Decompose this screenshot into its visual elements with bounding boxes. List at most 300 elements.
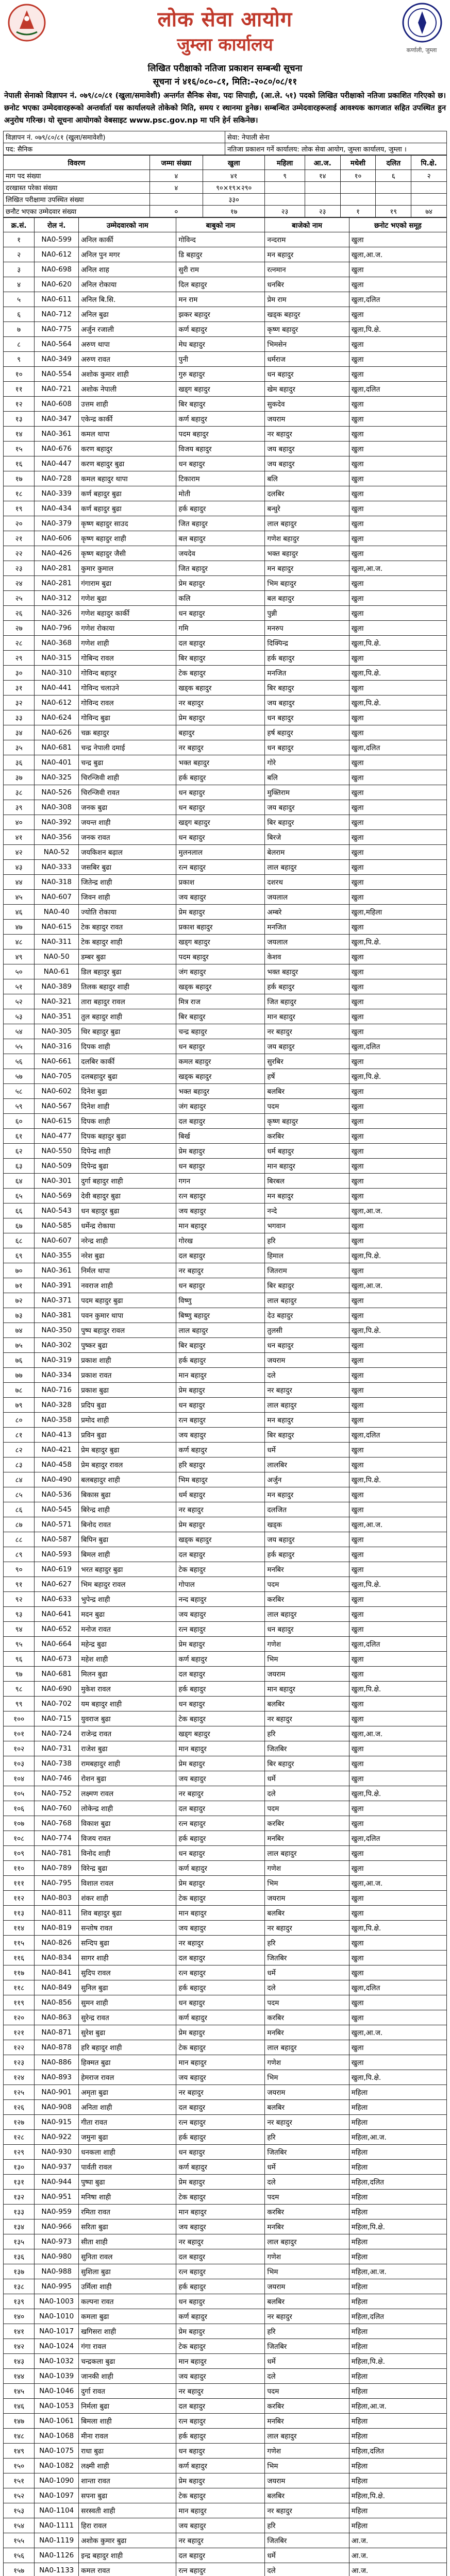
table-row-cell: करण बहादुर [79,442,176,456]
table-row-cell: धन बहादुर [176,830,265,845]
table-row-cell: १४५ [4,2384,35,2399]
table-row-cell: खुला [349,427,446,442]
table-row-cell: शान्ता रावत [79,2473,176,2488]
table-row-cell: सीता शाही [79,2234,176,2249]
table-row-cell: बिर बहादुर [265,815,349,830]
table-row-cell: मान बहादुर [176,1906,265,1921]
table-row-cell: भिम [265,1876,349,1891]
table-row-cell: NA0-608 [35,397,79,412]
table-row-cell: दले [265,1980,349,1995]
table-row-cell: खुला [349,1846,446,1861]
table-row-cell: NA0-490 [35,1472,79,1487]
table-row-cell: खुला [349,1159,446,1174]
table-row-cell: NA0-930 [35,2145,79,2160]
table-row-cell: ७५ [4,1338,35,1353]
table-row-cell: NA0-334 [35,1368,79,1383]
table-row-cell: NA0-1003 [35,2294,79,2309]
table-row-cell: खुला [349,1458,446,1472]
table-row-cell: लोकेन्द्र शाही [79,1801,176,1816]
table-row-cell: सुदिप रावल [79,1965,176,1980]
table-row-cell: प्रेम बहादुर [176,2175,265,2190]
table-row-cell: विनोद शाही [79,1846,176,1861]
table-row-cell: दलबिर कार्की [79,1054,176,1069]
table-row-cell: धन बहादुर बुढा [79,1204,176,1218]
table-row-cell: NA0-569 [35,1189,79,1204]
table-row-cell: गणेश [265,1861,349,1876]
table-row-cell: खुला [349,979,446,994]
table-row-cell: खगिसरा शाही [79,2324,176,2339]
table-row [4,1995,447,2010]
table-row-cell: ९३ [4,1607,35,1622]
table-row-cell: NA0-571 [35,1517,79,1532]
table-row-cell: धन बहादुर [176,1278,265,1293]
table-row-cell: कमल थापा [79,427,176,442]
table-row-cell: महिला [349,2414,446,2429]
table-row-cell: महिला [349,2160,446,2175]
table-row-cell: खुला [349,1741,446,1756]
table-row-cell: खड्क [265,1517,349,1532]
table-row [4,516,447,531]
table-row-cell: खुला [349,1189,446,1204]
table-row-cell: NA0-318 [35,875,79,890]
table-row-cell: जित बहादुर [265,994,349,1009]
table-row [4,1502,447,1517]
table-row-cell: खड्क बहादुर [176,1532,265,1547]
table-row-cell: १० [4,367,35,382]
table-row-cell: १९ [4,501,35,516]
summary-row-cell: माग पद संख्या [4,170,150,182]
table-row [4,1189,447,1204]
table-row-cell: ७१ [4,1278,35,1293]
table-row-cell: जितबिर [265,1741,349,1756]
table-row-cell: दलबहादुर बुढा [79,1069,176,1084]
table-row-cell: शंकर शाही [79,1891,176,1906]
table-row-cell: NA0-746 [35,1771,79,1786]
table-row [4,845,447,860]
table-row-cell: १ [4,232,35,247]
table-row [4,1622,447,1637]
table-row-cell: भक्त बहादुर [265,546,349,561]
table-row-cell: मुकेश रावल [79,1682,176,1697]
table-row-cell: हरि [265,2518,349,2533]
table-row-cell: थिर बहादुर बुढा [79,1024,176,1039]
table-row-cell: भिम [265,1652,349,1667]
table-row-cell: NA0-312 [35,591,79,606]
table-row-cell: १३४ [4,2219,35,2234]
table-row-cell: कर्ण बहादुर [176,322,265,337]
table-row-cell: NA0-607 [35,1233,79,1248]
table-row-cell: NA0-315 [35,651,79,666]
table-row [4,1174,447,1189]
table-row-cell: ९१ [4,1577,35,1592]
table-row-cell: २० [4,516,35,531]
table-row-cell: १४ [4,427,35,442]
table-row [4,2025,447,2040]
results-body [4,232,447,2576]
table-row-cell: मदन बुढा [79,1607,176,1622]
table-row-cell: देवी बहादुर बुढा [79,1189,176,1204]
table-row-cell: खुला [349,1054,446,1069]
table-row-cell: दल बहादुर [176,2548,265,2563]
table-row-cell: ८४ [4,1472,35,1487]
table-row-cell: बहादुर [176,725,265,740]
table-row-cell: खुला,दलित [349,1637,446,1652]
table-row [4,382,447,397]
table-row-cell: NA0-849 [35,1980,79,1995]
table-row-cell: NA0-901 [35,2085,79,2100]
table-row-cell: खुला [349,1353,446,1368]
table-row-cell: गणेश [265,2444,349,2459]
table-row-cell: अरुण थापा [79,337,176,352]
table-row-cell: महिला [349,2339,446,2354]
table-row [4,830,447,845]
table-row [4,710,447,725]
table-row-cell: ९९ [4,1697,35,1711]
table-row-cell: लाल बहादुर [265,2040,349,2055]
table-row-cell: जय बहादुर [176,1204,265,1218]
table-row-cell: गोरख [176,1233,265,1248]
table-row-cell: ८६ [4,1502,35,1517]
table-row-cell: हर्क बहादुर [176,2130,265,2145]
summary-row-cell [340,182,376,194]
table-row-cell: धर्मे [265,1771,349,1786]
table-row-cell: NA0-328 [35,1398,79,1413]
table-row-cell: पदम बहादुर [176,427,265,442]
table-row-cell: खुला [349,994,446,1009]
table-row-cell: बिर बहादुर [265,1756,349,1771]
table-row-cell: NA0-1017 [35,2324,79,2339]
table-row-cell: १०९ [4,1846,35,1861]
table-row [4,1682,447,1697]
table-row-cell: भरत बहादुर बुढा [79,1562,176,1577]
table-row-cell: चिरन्जिवी शाही [79,770,176,785]
table-row-cell: अनिल पुन मगर [79,247,176,262]
table-row-cell: गोरे [265,755,349,770]
table-row-cell: अनिल शाह [79,262,176,277]
table-row [4,2249,447,2264]
table-row [4,1009,447,1024]
table-row-cell: दले [265,2369,349,2384]
table-row-cell: हरि [265,2130,349,2145]
table-row-cell: बिर बहादुर [265,1278,349,1293]
table-row [4,2070,447,2085]
table-row-cell: ७७ [4,1368,35,1383]
table-row-cell: नर बहादुर [265,1921,349,1936]
table-row-cell: आ.ज. [349,2533,446,2548]
table-row [4,1428,447,1443]
table-row-cell: रत्न बहादुर [176,1189,265,1204]
table-row-cell: गोविन्द रावल [79,696,176,710]
table-row-cell: सपना बुढा [79,2488,176,2503]
table-row [4,2429,447,2444]
table-row-cell: मान बहादुर [176,1218,265,1233]
table-row-cell: मान बहादुर [176,2205,265,2219]
table-row [4,800,447,815]
table-row-cell: NA0-652 [35,1622,79,1637]
table-row-cell: NA0-1039 [35,2369,79,2384]
table-row-cell: NA0-281 [35,576,79,591]
table-row-cell: २३ [4,561,35,576]
table-row-cell: धन बहादुर [176,1846,265,1861]
table-row-cell: १२६ [4,2100,35,2115]
table-row-cell: १०४ [4,1771,35,1786]
results-header-2: उम्मेदवारको नाम [79,218,176,232]
table-row-cell: महिला [349,2100,446,2115]
table-row-cell: NA0-1104 [35,2503,79,2518]
table-row [4,2414,447,2429]
table-row-cell: ७६ [4,1353,35,1368]
table-row-cell: कर्ण बहादुर [176,1652,265,1667]
table-row-cell: खुला [349,1592,446,1607]
table-row-cell: दिल बहादुर [176,277,265,292]
table-row-cell: मीना रावल [79,2429,176,2444]
table-row-cell: १५५ [4,2533,35,2548]
table-row-cell: NA0-715 [35,1711,79,1726]
table-row-cell: खुला [349,1936,446,1951]
psc-seal-icon [402,2,443,43]
table-row-cell: बन्धुरे [265,501,349,516]
table-row-cell: NA0-301 [35,1174,79,1189]
table-row-cell: १४० [4,2309,35,2324]
summary-header-1: जम्मा संख्या [149,156,203,170]
table-row-cell: NA0-302 [35,1338,79,1353]
table-row [4,427,447,442]
table-row-cell: १५२ [4,2488,35,2503]
table-row-cell: प्रेम बहादुर बुढा [79,1443,176,1458]
table-row-cell: खुला [349,770,446,785]
table-row-cell: प्रेम बहादुर [176,1517,265,1532]
letterhead [3,0,447,62]
table-row-cell: खुला,पि.क्षे. [349,2070,446,2085]
table-row-cell: ६७ [4,1218,35,1233]
table-row-cell: बिर बहादुर [176,651,265,666]
table-row-cell: NA0-760 [35,1801,79,1816]
table-row [4,471,447,486]
table-row-cell: NA0-781 [35,1846,79,1861]
table-row [4,456,447,471]
table-row-cell: सागर शाही [79,1951,176,1965]
table-row-cell: गणेश [265,2055,349,2070]
table-row [4,785,447,800]
table-row [4,2205,447,2219]
table-row-cell: ९७ [4,1667,35,1682]
table-row-cell: ३७ [4,770,35,785]
summary-header-7: पि.क्षे. [411,156,447,170]
table-row-cell: मान बहादुर [176,2503,265,2518]
table-row [4,352,447,367]
table-row-cell: मान बहादुर [176,1741,265,1756]
table-row-cell: बलबहादुर शाही [79,1472,176,1487]
table-row-cell: NA0-1119 [35,2533,79,2548]
table-row-cell: दले [265,2175,349,2190]
table-row-cell: खुला [349,1084,446,1099]
table-row-cell: हरि [265,1936,349,1951]
notice-heading [3,62,447,89]
table-row-cell: खुला,पि.क्षे. [349,696,446,710]
table-row-cell: खड्क बहादुर [176,1069,265,1084]
table-row-cell: चन्द्र बहादुर [176,1024,265,1039]
table-row [4,1159,447,1174]
table-row-cell: दले [265,1368,349,1383]
table-row-cell: दले [265,2563,349,2576]
table-row-cell: अर्जुन [265,1472,349,1487]
table-row-cell: पदम [265,1995,349,2010]
table-row-cell: खुला,पि.क्षे. [349,636,446,651]
table-row-cell: NA0-1053 [35,2399,79,2414]
table-row-cell: गंगाराम बुढा [79,576,176,591]
table-row-cell: १०६ [4,1801,35,1816]
table-row [4,935,447,950]
table-row [4,1906,447,1921]
table-row-cell: लाल बहादुर [265,2429,349,2444]
table-row-cell: धर्मे [265,1443,349,1458]
summary-header-row [4,156,447,170]
table-row [4,1099,447,1114]
table-row-cell: ३२ [4,696,35,710]
table-row-cell: आ.ज. [349,2548,446,2563]
table-row-cell: १४६ [4,2399,35,2414]
table-row-cell: ४७ [4,920,35,935]
table-row-cell: १०७ [4,1816,35,1831]
table-row-cell: बलबिर [265,2488,349,2503]
table-row-cell: मनजित [265,920,349,935]
table-row-cell: टेक बहादुर [176,1891,265,1906]
table-row-cell: NA0-731 [35,1741,79,1756]
table-row [4,1921,447,1936]
table-row-cell: दलबिर [265,486,349,501]
table-row-cell: ५९ [4,1099,35,1114]
table-row [4,905,447,920]
table-row-cell: खुला [349,1144,446,1159]
results-header-5: छनोट भएको समूह [349,218,446,232]
table-row [4,2369,447,2384]
table-row-cell: १२७ [4,2115,35,2130]
table-row-cell: १३६ [4,2249,35,2264]
table-row-cell: NA0-664 [35,1637,79,1652]
table-row-cell: १५६ [4,2548,35,2563]
table-row-cell: महिला [349,2384,446,2399]
table-row-cell: NA0-602 [35,1084,79,1099]
table-row-cell: NA0-796 [35,621,79,636]
table-row [4,1652,447,1667]
table-row-cell: खुला,पि.क्षे. [349,1786,446,1801]
table-row-cell: तुलसी [265,1323,349,1338]
table-row-cell: खुला [349,1906,446,1921]
table-row-cell: NA0-447 [35,456,79,471]
table-row-cell: २१ [4,531,35,546]
table-row-cell: १४७ [4,2414,35,2429]
table-row [4,247,447,262]
table-row-cell: नर बहादुर [176,696,265,710]
table-row-cell: बिरबल [265,1174,349,1189]
summary-header-4: आ.ज. [305,156,340,170]
table-row-cell: NA0-391 [35,1278,79,1293]
table-row-cell: मन बहादुर [265,1189,349,1204]
summary-row-cell [376,182,411,194]
table-row [4,2100,447,2115]
table-row-cell: धर्मे [265,1965,349,1980]
table-row-cell: इन्द्र बहादुर शाही [79,2548,176,2563]
table-row-cell: १३९ [4,2294,35,2309]
table-row-cell: NA0-536 [35,1487,79,1502]
table-row-cell: बिपिन बुढा [79,1532,176,1547]
table-row-cell: NA0-1097 [35,2488,79,2503]
table-row-cell: भक्त बहादुर [176,755,265,770]
table-row [4,860,447,875]
table-row-cell: भिम बहादुर [176,1472,265,1487]
table-row-cell: कमल रावत [79,2563,176,2576]
table-row-cell: विकाश बुढा [79,1816,176,1831]
table-row [4,2294,447,2309]
table-row-cell: दल बहादुर [176,1114,265,1129]
table-row-cell: NA0-526 [35,785,79,800]
table-row-cell: जयराम [265,412,349,427]
table-row-cell: दल बहादुर [176,2100,265,2115]
table-row-cell: लाल बहादुर [265,1293,349,1308]
table-row [4,815,447,830]
table-row [4,2160,447,2175]
table-row-cell: NA0-554 [35,367,79,382]
table-row-cell: नर बहादुर [176,1786,265,1801]
table-row [4,1278,447,1293]
table-row-cell: NA0-768 [35,1816,79,1831]
table-row-cell: NA0-368 [35,636,79,651]
table-row-cell: NA0-615 [35,920,79,935]
table-row [4,1532,447,1547]
table-row-cell: २८ [4,636,35,651]
table-row [4,1084,447,1099]
table-row-cell: अशोक नेपाली [79,382,176,397]
table-row-cell: प्रेम बहादुर [176,2324,265,2339]
table-row-cell: NA0-1032 [35,2354,79,2369]
table-row [4,755,447,770]
table-row-cell: ११४ [4,1921,35,1936]
table-row-cell: धनबिर [265,277,349,292]
table-row [4,2518,447,2533]
table-row-cell: NA0-980 [35,2249,79,2264]
table-row-cell: टेक बहादुर [176,666,265,681]
table-row [4,1114,447,1129]
table-row-cell: NA0-339 [35,486,79,501]
table-row-cell: मन बहादुर [265,1487,349,1502]
table-row-cell: जय बहादुर [176,2070,265,2085]
table-row-cell: ७ [4,322,35,337]
table-row-cell: करबिर [265,1592,349,1607]
table-row-cell: कर्ण बहादुर [176,1443,265,1458]
table-row [4,277,447,292]
table-row-cell: भिम बहादुर [265,576,349,591]
table-row-cell: रत्न बहादुर [176,2414,265,2429]
results-header-3: बाबुको नाम [176,218,265,232]
table-row-cell: जय बहादुर [176,1428,265,1443]
table-row-cell: NA0-615 [35,1114,79,1129]
table-row-cell: सुरेश बुढा [79,2025,176,2040]
table-row-cell: NA0-774 [35,1831,79,1846]
table-row-cell: जसबिर बुढा [79,860,176,875]
table-row [4,2503,447,2518]
summary-header-0: विवरण [4,156,150,170]
summary-row-cell [340,194,376,206]
table-row-cell: मान बहादुर [176,2055,265,2070]
table-row-cell: पुष्कर बुढा [79,1338,176,1353]
table-row-cell: NA0-281 [35,561,79,576]
table-row-cell: १२० [4,2010,35,2025]
table-row-cell: कृष्ण बहादुर शाही [79,531,176,546]
table-row-cell: विशाल रावल [79,1876,176,1891]
table-row-cell: महिला [349,2503,446,2518]
table-row-cell: NA0-599 [35,232,79,247]
table-row-cell: ४० [4,815,35,830]
